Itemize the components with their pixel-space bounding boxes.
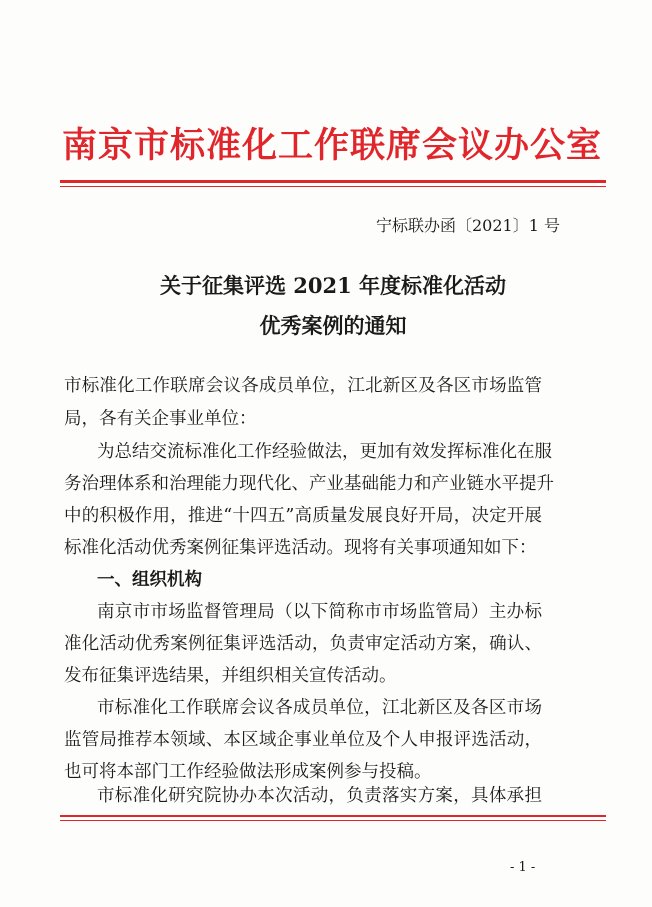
footer-red-rule-thick bbox=[60, 815, 606, 817]
notice-title-line-2: 优秀案例的通知 bbox=[259, 313, 407, 338]
issuing-organization-header: 南京市标准化工作联席会议办公室 bbox=[62, 125, 603, 166]
recipients-line-1: 市标准化工作联席会议各成员单位，江北新区及各区市场监管 bbox=[64, 376, 542, 396]
page-number: - 1 - bbox=[510, 860, 536, 875]
section1-para2-line-1: 市标准化工作联席会议各成员单位，江北新区及各区市场 bbox=[97, 698, 542, 718]
section-heading-organization: 一、组织机构 bbox=[97, 570, 202, 590]
section1-para1-line-1: 南京市市场监督管理局（以下简称市市场监管局）主办标 bbox=[97, 602, 542, 622]
intro-line-2: 务治理体系和治理能力现代化、产业基础能力和产业链水平提升 bbox=[64, 474, 554, 494]
recipients-line-2: 局，各有关企事业单位： bbox=[64, 409, 257, 429]
header-red-rule-thin bbox=[60, 186, 606, 187]
notice-title-line-1: 关于征集评选 2021 年度标准化活动 bbox=[159, 273, 507, 298]
section1-para2-line-3: 也可将本部门工作经验做法形成案例参与投稿。 bbox=[64, 762, 432, 782]
intro-line-4: 标准化活动优秀案例征集评选活动。现将有关事项通知如下： bbox=[64, 538, 537, 558]
intro-line-3: 中的积极作用，推进“十四五”高质量发展良好开局，决定开展 bbox=[64, 506, 542, 526]
section1-para2-line-2: 监管局推荐本领域、本区域企事业单位及个人申报评选活动， bbox=[64, 730, 542, 750]
document-number: 宁标联办函〔2021〕1 号 bbox=[376, 216, 560, 235]
footer-red-rule-thin bbox=[60, 820, 606, 821]
header-red-rule-thick bbox=[60, 180, 606, 183]
section1-para1-line-3: 发布征集评选结果，并组织相关宣传活动。 bbox=[64, 666, 397, 686]
section1-para3-line-1: 市标准化研究院协办本次活动，负责落实方案，具体承担 bbox=[97, 786, 542, 806]
section1-para1-line-2: 准化活动优秀案例征集评选活动，负责审定活动方案，确认、 bbox=[64, 634, 542, 654]
intro-line-1: 为总结交流标准化工作经验做法，更加有效发挥标准化在服 bbox=[97, 442, 552, 462]
